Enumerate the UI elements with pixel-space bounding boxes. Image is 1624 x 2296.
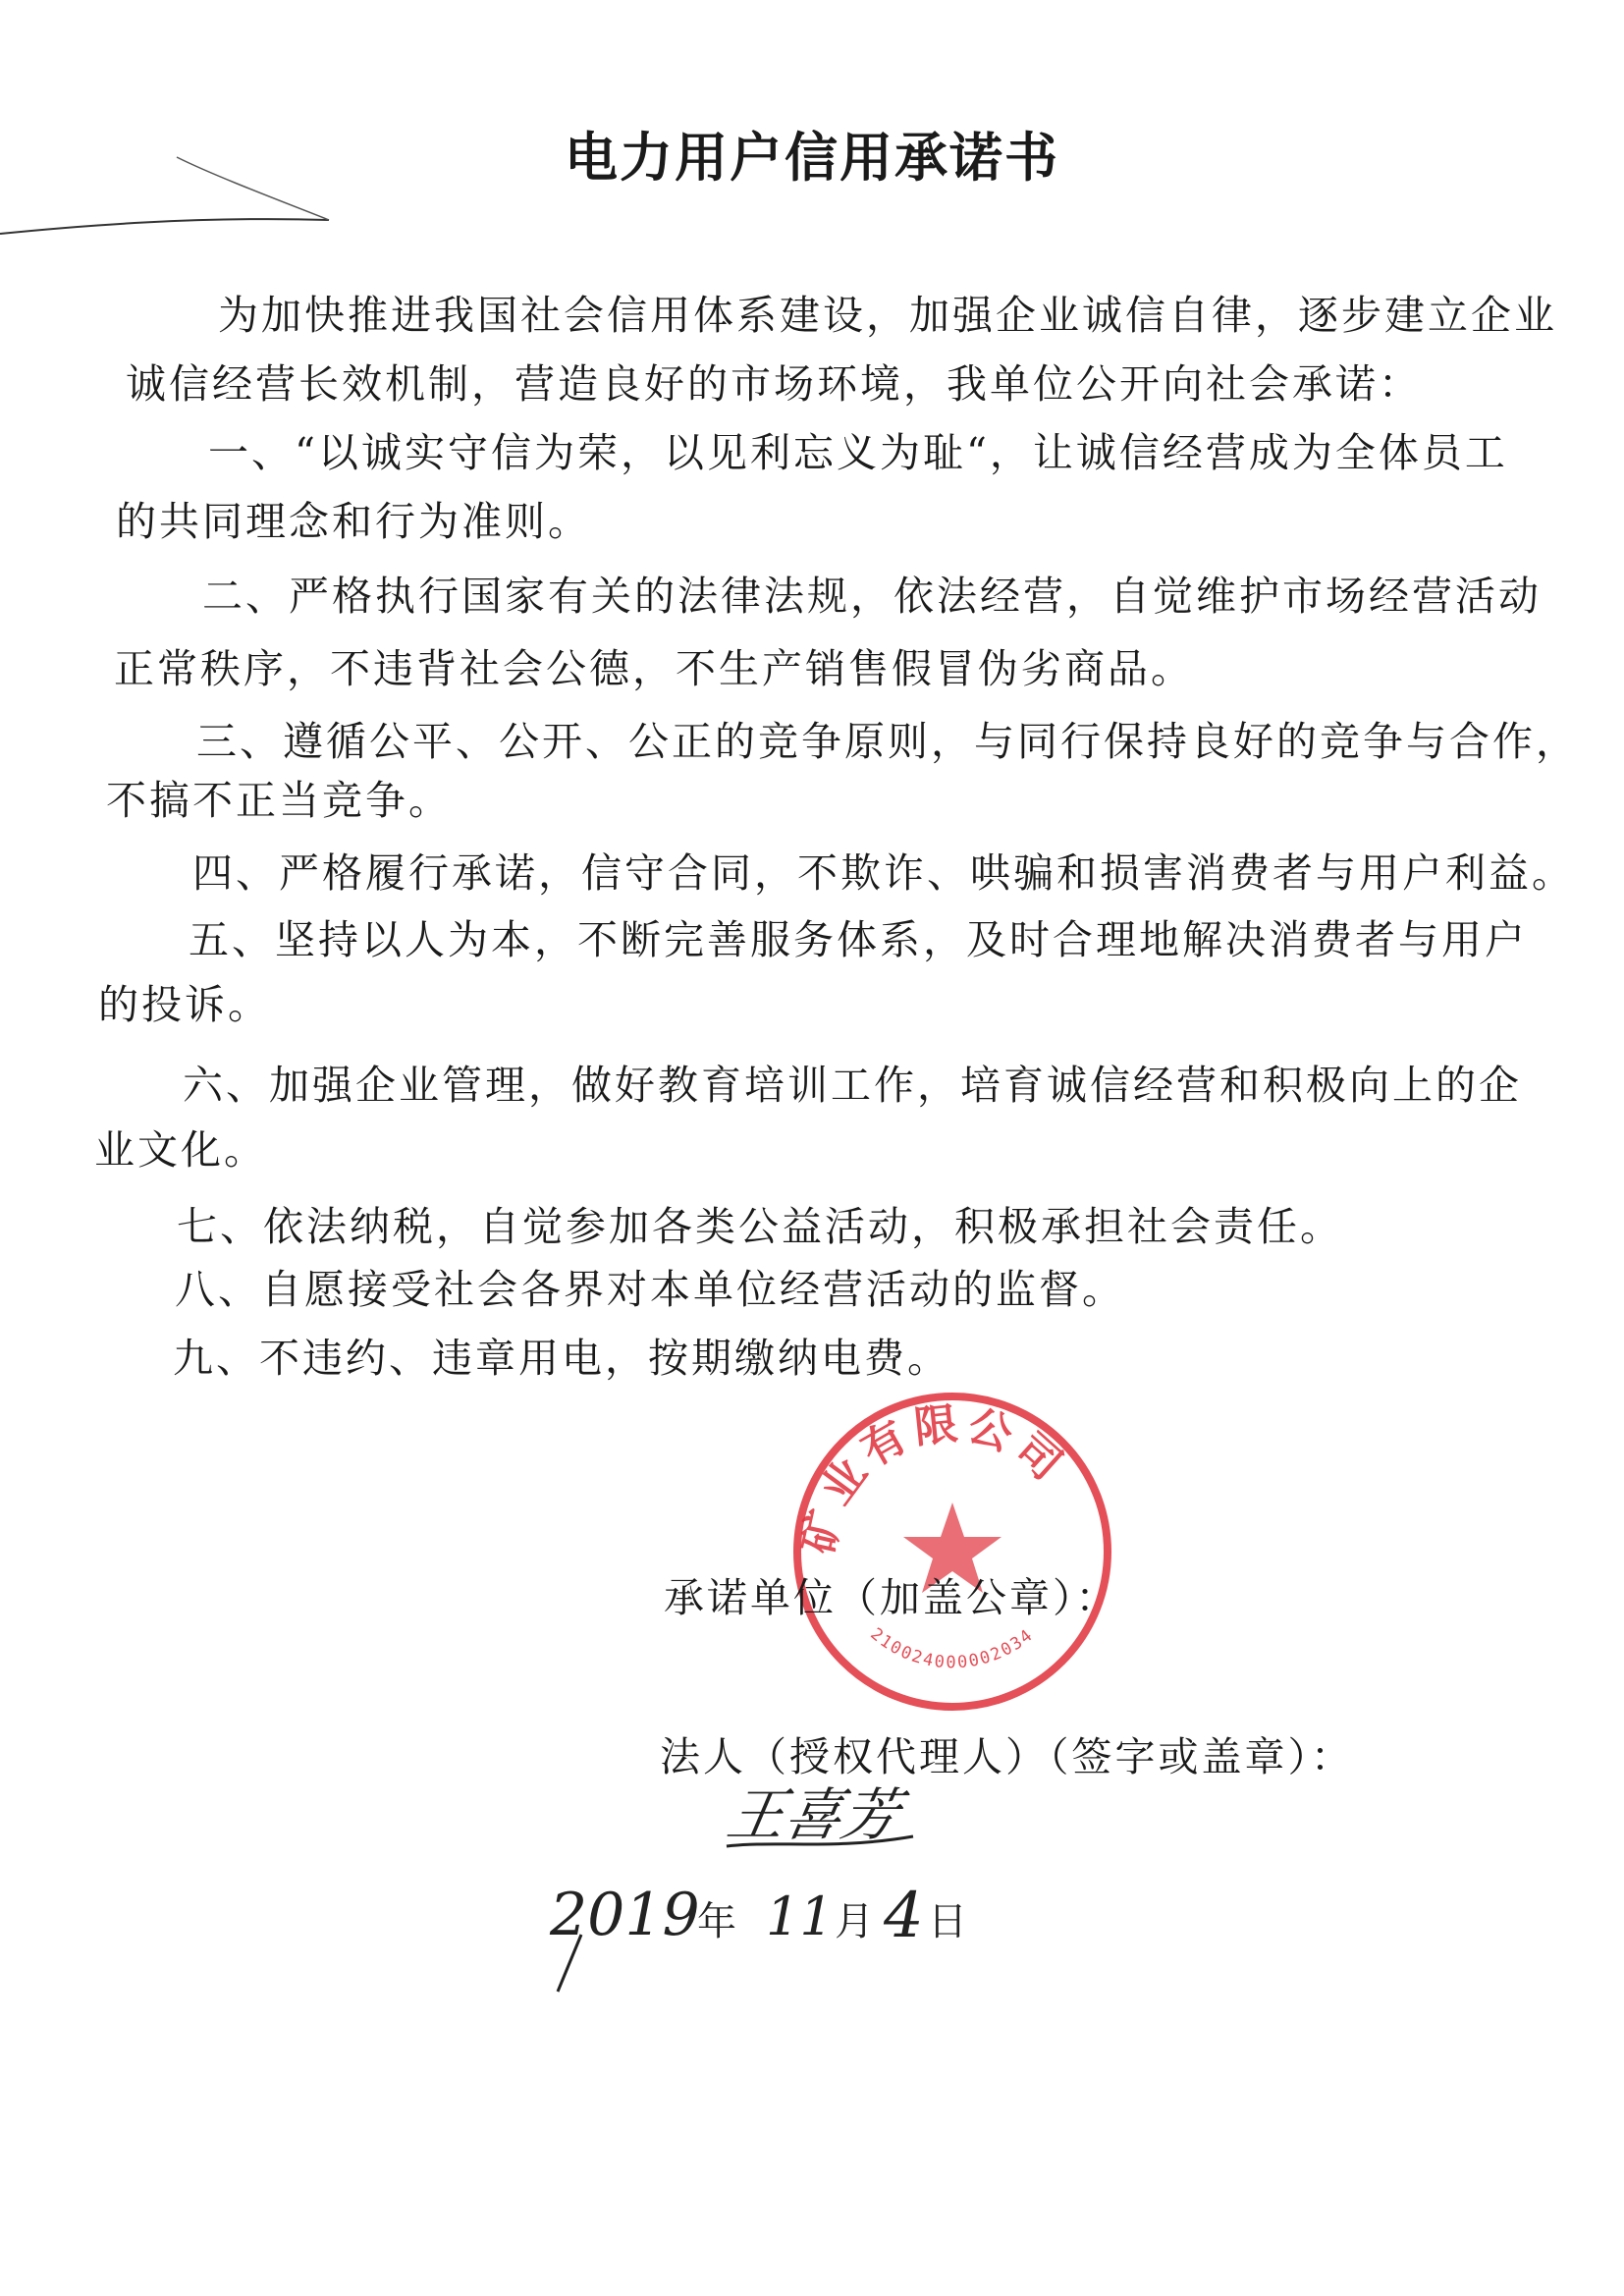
commit-unit-label: 承诺单位（加盖公章）： [664,1574,1119,1621]
body-line: 不搞不正当竞争。 [106,777,452,824]
svg-text:王喜芳: 王喜芳 [722,1781,905,1848]
svg-text:年: 年 [697,1899,736,1944]
svg-text:日: 日 [928,1899,967,1944]
body-line: 五、坚持以人为本，不断完善服务体系，及时合理地解决消费者与用户 [189,916,1528,963]
body-line: 正常秩序，不违背社会公德，不生产销售假冒伪劣商品。 [114,645,1194,692]
document-title: 电力用户信用承诺书 [565,127,1059,189]
svg-text:月: 月 [835,1899,874,1944]
body-line: 九、不违约、违章用电，按期缴纳电费。 [173,1335,950,1382]
body-line: 六、加强企业管理，做好教育培训工作，培育诚信经营和积极向上的企 [183,1062,1522,1109]
body-line: 七、依法纳税，自觉参加各类公益活动，积极承担社会责任。 [177,1203,1343,1250]
body-line: 八、自愿接受社会各界对本单位经营活动的监督。 [175,1266,1125,1313]
body-line: 诚信经营长效机制，营造良好的市场环境，我单位公开向社会承诺： [126,360,1422,408]
legal-rep-label: 法人（授权代理人）（签字或盖章）： [660,1733,1354,1780]
svg-text:210024000002034 [866,1624,1037,1672]
handwritten-date [540,1866,992,1994]
body-line: 三、遵循公平、公开、公正的竞争原则，与同行保持良好的竞争与合作， [196,718,1579,765]
body-line: 一、“以诚实守信为荣，以见利忘义为耻“，让诚信经营成为全体员工 [208,429,1508,476]
body-line: 的投诉。 [98,981,271,1028]
official-seal [785,1385,1119,1719]
seal-name-text: 矿业有限公司 [793,1397,1076,1558]
svg-text:11: 11 [766,1886,834,1947]
svg-text:4: 4 [884,1880,924,1952]
body-line: 的共同理念和行为准则。 [116,498,591,545]
body-line: 四、严格履行承诺，信守合同，不欺诈、哄骗和损害消费者与用户利益。 [192,849,1575,897]
svg-text:2019: 2019 [550,1881,700,1949]
body-line: 为加快推进我国社会信用体系建设，加强企业诚信自律，逐步建立企业 [218,292,1557,339]
handwritten-signature [717,1768,952,1856]
body-line: 二、严格执行国家有关的法律法规，依法经营，自觉维护市场经营活动 [202,573,1542,620]
seal-code-text: 210024000002034 [866,1624,1038,1673]
body-line: 业文化。 [94,1126,267,1174]
